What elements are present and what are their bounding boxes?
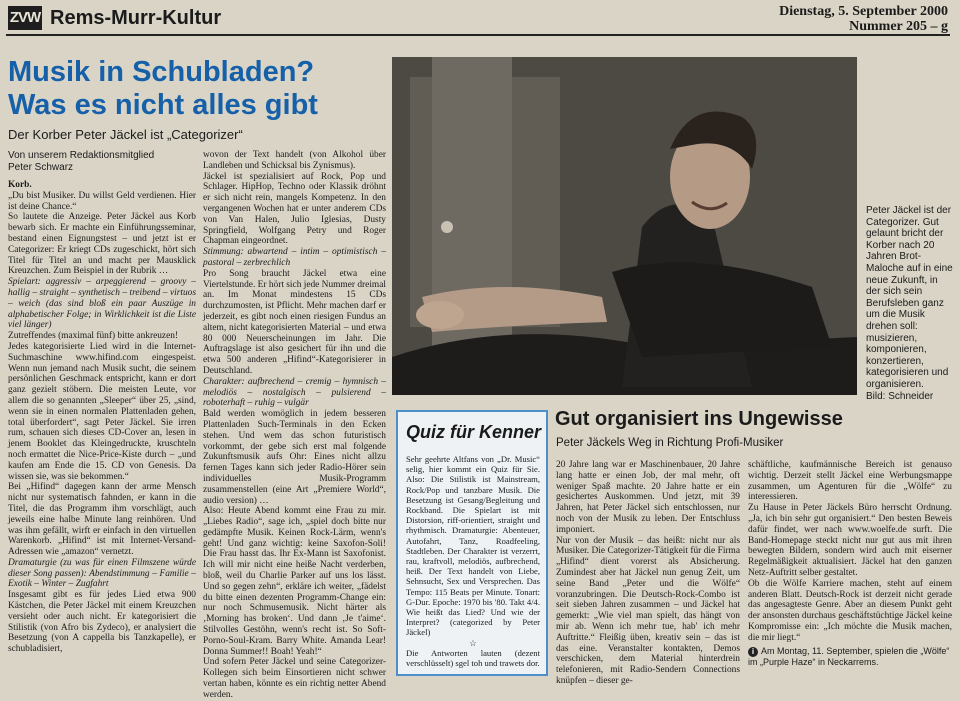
section-title: Rems-Murr-Kultur [50,7,222,29]
article-headline [8,56,388,122]
paragraph: Bei „Hifind“ dagegen kann der arme Mensch nicht nur systematisch fahnden, er kann in die Titel, die das Programm ihm vorschlägt, auch jeweils eine halbe Minute lang reinhören. Und was ihm gefällt, wirft er einfach in den virtuellen Warenkorb. „Hifind“ ist mit Internet-Versand-Adressen wie „amazon“ vernetzt. [8,482,196,558]
article-column-1 [8,180,196,674]
article-subhead: Der Korber Peter Jäckel ist „Categorizer“ [8,127,243,142]
paragraph: „Du bist Musiker. Du willst Geld verdienen. Hier ist deine Chance.“ [8,190,196,212]
byline-author: Peter Schwarz [8,162,74,173]
star-icon: ☆ [469,637,477,648]
dateline: Korb. [8,180,32,190]
event-info [748,646,954,668]
issue-info [779,4,948,34]
headline-line-2: Was es nicht alles gibt [8,89,318,121]
paragraph: Zu Hause in Peter Jäckels Büro herrscht Ordnung. „Ja, ich bin sehr gut organisiert.“ Den besten Beweis dafür findet, wer nach www.woelfe.de surft. Die Band-Homepage steckt nicht nur gut aus mit ihren bewegten Bildern, sondern wird auch mit eiserner Regelmäßigkeit aktualisiert. Jäckel hat den ganzen Netz-Auftritt selber gestaltet. [748,503,952,578]
issue-number: Nummer 205 – g [849,19,948,34]
article2-column-2 [748,460,952,644]
quiz-text: Sehr geehrte Altfans von „Dr. Music“ selig, hier kommt ein Quiz für Sie. Also: Die Stilistik ist Mainstream, Rock/Pop und tanzbare Musik. Die Besetzung ist Gesang/Begleitung und Rockband. Die Spielart ist mit Distorsion, riff-orientiert, straight und rhythmisch. Dramaturgie: Abenteuer, Autofahrt, Tanz, Roadfeeling, Stadtleben. Der Charakter ist verzerrt, rau, kraftvoll, melodiös, aufbrechend, heiß. Der Text handelt von Liebe, Sehnsucht, Sex und Versprechen. Das Tempo: 115 Beats per Minute. Tonart: G-Dur. Epoche: 1970 bis '80. Takt 4/4. Wie heißt das Lied? Und wie der Interpret? (categorized by Peter Jäckel) [406,454,540,638]
newspaper-logo: ZVW [8,6,42,30]
byline-line-1: Von unserem Redaktionsmitglied [8,150,155,161]
info-icon: i [748,647,758,657]
header-rule [6,34,950,36]
category-list: Spielart: aggressiv – arpeggierend – groovy – hallig – straight – synthetisch – treibend – virtuos – weich (das sind bloß ein paar Auszüge in alphabetischer Folge; in Wirklichkeit ist die Liste viel länger) [8,277,196,331]
article2-headline: Gut organisiert ins Ungewisse [555,408,843,430]
category-list: Stimmung: abwartend – intim – optimistisch – pastoral – zerbrechlich [203,247,386,268]
paragraph: schäftliche, kaufmännische Bereich ist genauso wichtig. Derzeit stellt Jäckel eine Werbungsmappe zusammen, um Agenturen für die „Wölfe“ zu interessieren. [748,460,952,503]
portrait-photo [392,57,857,395]
article-column-2 [203,150,386,700]
headline-line-1: Musik in Schubladen? [8,56,315,88]
paragraph: So lautete die Anzeige. Peter Jäckel aus Korb bewarb sich. Er machte ein Einführungsseminar, bestand einen Eignungstest – und jetzt ist er Categorizer: Er kriegt CDs zugeschickt, hört sich Titel für Titel an und macht per Mausklick Kreuzchen. Zum Beispiel in der Rubrik … [8,212,196,277]
category-list: Charakter: aufbrechend – cremig – hymnisch – melodiös – nostalgisch – pulsierend – roboterhaft – ruhig – vulgär [203,376,386,409]
photo-caption [866,205,954,402]
article2-column-1 [556,460,740,686]
event-info-text: Am Montag, 11. September, spielen die „Wölfe“ im „Purple Haze“ in Neckarrems. [748,646,950,667]
paragraph: Und sofern Peter Jäckel und seine Categorizer-Kollegen sich beim Einsortieren nicht schwer vertan haben, könnte es ein richtig netter Abend werden. [203,657,386,700]
paragraph: wovon der Text handelt (von Alkohol über Landleben und Schicksal bis Zynismus). [203,150,386,171]
quiz-box [396,410,548,676]
photo-credit: Bild: Schneider [866,390,934,402]
paragraph: Nur von der Musik – das heißt: nicht nur als Musiker. Die Categorizer-Tätigkeit für die Firma „Hifind“ dient vorerst als Absicherung. Zumindest aber hat Jäckel nun genug Zeit, um seine Band „Peter und die Wölfe“ voranzubringen. Die Deutsch-Rock-Combo ist seit sieben Jahren zusammen – und Jäckel hat gemerkt: „Wie viel man spielt, das hängt von mir ab. Wenn ich mehr tue, hab' ich mehr Auftritte.“ Fleißig üben, kreativ sein – das ist das eine. Veranstalter kontakten, Demos verschicken, dem Material hinterdrein telefonieren, mit Radio-Sendern Connections knüpfen – dieser ge- [556,535,740,686]
issue-date: Dienstag, 5. September 2000 [779,4,948,19]
paragraph: Also: Heute Abend kommt eine Frau zu mir. „Liebes Radio“, sage ich, „spiel doch bitte nur gedämpfte Musik. Keinen Rock-Lärm, wenn's geht! Und ganz wichtig: keine Saxofon-Soli! Die Frau hasst das. Ihr Ex-Mann ist Saxofonist. Ich will mir nicht eine heiße Nacht verderben, bloß, weil du Charlie Parker auf uns los lässt. Und so gegen zehn“, erkläre ich weiter, „fädelst du bitte einen dezenten Programm-Change ein: nur noch Schmusemusik. Nicht härter als ‚Morning has broken‘. Und dann ‚Je t'aime‘. Stilvolles Gestöhn, wenn's recht ist. So Soft-Porno-Soul-Kram. Barry White. Amanda Lear! Donna Summer!! Boah! Yeah!“ [203,506,386,657]
byline [8,150,154,174]
quiz-title: Quiz für Kenner [406,422,542,442]
paragraph: Pro Song braucht Jäckel etwa eine Viertelstunde. Er hört sich jede Nummer dreimal an. Im Monat mindestens 15 CDs durchzumosten, ist Pflicht. Mehr machen darf er jederzeit, es gibt noch einen riesigen Fundus an altem, nicht kategorisierten Material – und etwa 80 000 Neuerscheinungen im Jahr. Die Auftragslage ist also gesichert für ihn und die etwa 500 anderen „Hifind“-Kategorisierer in Deutschland. [203,268,386,376]
paragraph: Jedes kategorisierte Lied wird in die Internet-Suchmaschine www.hifind.com eingespeist. Wenn nun jemand nach Musik sucht, die seinem persönlichen Geschmack entspricht, kann er dort ganz gezielt stöbern. Die meisten Leute, vor allem die so genannten „Sleeper“ über 25, „sind, wenn sie in einen normalen Plattenladen gehen, total überfordert“, sagt Peter Jäckel. Sie irren rum, schauen sich dieses CD-Cover an, lesen in jenem Booklet das Kleingedruckte, kruschteln noch ermattet die Nice-Price-Kiste durch – „und kaufen am Ende die 15. CD von Genesis. Da wissen sie, was sie bekommen.“ [8,341,196,482]
article2-subhead: Peter Jäckels Weg in Richtung Profi-Musiker [556,437,784,449]
photo-illustration [392,57,857,395]
category-list: Dramaturgie (zu was für einen Filmszene würde dieser Song passen): Abendstimmung – Familie – Exotik – Winter – Zugfahrt [8,557,196,590]
quiz-answer: Die Antworten lauten (dezent verschlüsselt) sgel toh und trawets dor. [406,647,540,669]
paragraph: Bald werden womöglich in jedem besseren Plattenladen Such-Terminals in den Ecken stehen. Und wem das schon futuristisch vorkommt, der gebe sich erst mal folgende Zukunftsmusik aufs Ohr: Eines nicht allzu fernen Tages kann sich jeder Radio-Hörer sein individuelles Musik-Programm zusammenstellen (eine Art „Premiere World“, audio version) … [203,409,386,506]
caption-text: Peter Jäckel ist der Categorizer. Gut gelaunt bricht der Korber nach 20 Jahren Brot-Maloche auf in eine neue Zukunft, in der sich sein Berufsleben ganz um die Musik drehen soll: musizieren, komponieren, konzertieren, kategorisieren und organisieren. [866,205,953,390]
quiz-body [406,454,540,669]
paragraph: Jäckel ist spezialisiert auf Rock, Pop und Schlager. HipHop, Techno oder Klassik dröhnt er sich nicht rein, mangels Kompetenz. In den vergangenen Wochen hat er unter anderem CDs von Van Halen, Julio Iglesias, Dusty Springfield, Wolfgang Petry und Roger Chapman eingeordnet. [203,171,386,247]
paragraph: Ob die Wölfe Karriere machen, steht auf einem anderen Blatt. Deutsch-Rock ist derzeit nicht gerade das angesagteste Genre. Aber an diesem Punkt geht der ansonsten durchaus geschäftstüchtige Jäckel keine Kompromisse ein: „Ich möchte die Musik machen, die mir liegt.“ [748,578,952,643]
paragraph: Zutreffendes (maximal fünf) bitte ankreuzen! [8,331,179,342]
paragraph: 20 Jahre lang war er Maschinenbauer, 20 Jahre lang hatte er einen Job, der mal mehr, oft weniger Spaß machte. 20 Jahre hatte er ein gesichertes Auskommen. Und jetzt, mit 39 Jahren, hat Peter Jäckel sich entschlossen, nur noch von der Musik zu leben. Der Entschluss imponiert. [556,460,740,535]
paragraph: Insgesamt gibt es für jedes Lied etwa 900 Kästchen, die Peter Jäckel mit einem Kreuzchen versieht oder auch nicht. Er kategorisiert die Stilistik (von Afro bis Zydeco), er analysiert die Besetzung (von A cappella bis Tanzkapelle), er schubladisiert, [8,590,196,655]
